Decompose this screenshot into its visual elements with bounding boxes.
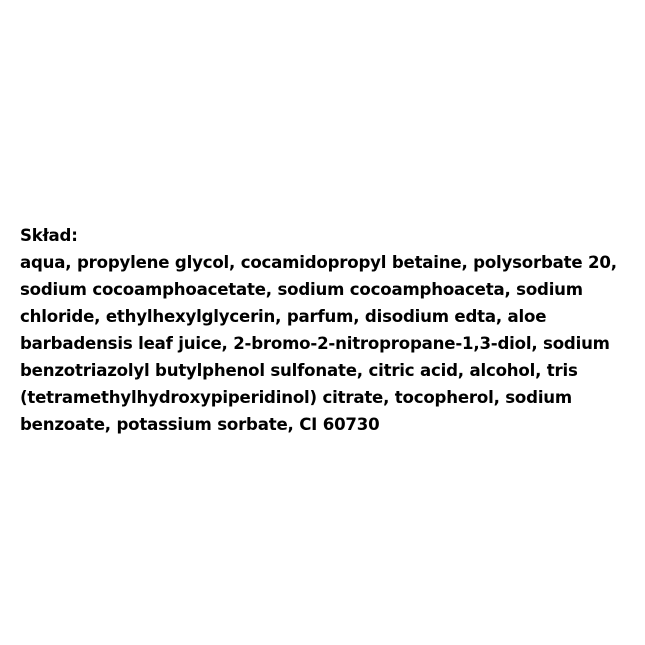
ingredients-heading: Skład: bbox=[20, 226, 78, 245]
ingredients-block bbox=[20, 222, 632, 438]
ingredients-line: chloride, ethylhexylglycerin, parfum, disodium edta, aloe bbox=[20, 307, 547, 326]
ingredients-line: (tetramethylhydroxypiperidinol) citrate, tocopherol, sodium bbox=[20, 388, 573, 407]
ingredients-line: sodium cocoamphoacetate, sodium cocoamphoaceta, sodium bbox=[20, 280, 583, 299]
ingredients-line: benzotriazolyl butylphenol sulfonate, citric acid, alcohol, tris bbox=[20, 361, 578, 380]
ingredients-line: benzoate, potassium sorbate, CI 60730 bbox=[20, 415, 380, 434]
ingredients-line: barbadensis leaf juice, 2-bromo-2-nitropropane-1,3-diol, sodium bbox=[20, 334, 610, 353]
ingredients-line: aqua, propylene glycol, cocamidopropyl betaine, polysorbate 20, bbox=[20, 253, 617, 272]
